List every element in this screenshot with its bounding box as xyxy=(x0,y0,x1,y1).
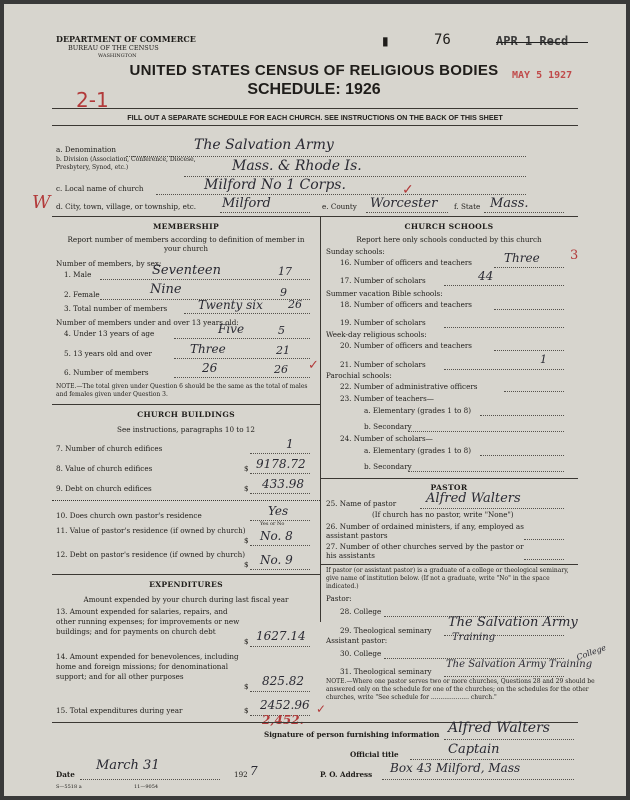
q5-label: 5. 13 years old and over xyxy=(64,349,152,358)
state-label: f. State xyxy=(454,202,481,211)
department-label: DEPARTMENT OF COMMERCE xyxy=(56,34,196,44)
q14-label: 14. Amount expended for benevolences, including home and foreign missions; for denominational support; and for all other purposes xyxy=(56,652,239,681)
received-stamp: APR 1 Recd xyxy=(496,34,569,48)
q6-number: 26 xyxy=(274,363,288,376)
q4-number: 5 xyxy=(278,324,285,337)
division-value: Mass. & Rhode Is. xyxy=(232,158,362,174)
q1-label: 1. Male xyxy=(64,270,92,279)
dollar-sign: $ xyxy=(244,682,249,691)
stapler-icon: ▮ xyxy=(382,34,389,48)
q26-label: 26. Number of ordained ministers, if any, employed as assistant pastors xyxy=(326,522,524,540)
q2-label: 2. Female xyxy=(64,290,100,299)
dollar-sign: $ xyxy=(244,484,249,493)
bureau-label: BUREAU OF THE CENSUS xyxy=(68,44,159,52)
buildings-sub: See instructions, paragraphs 10 to 12 xyxy=(117,425,255,434)
q13-label: 13. Amount expended for salaries, repairs, and other running expenses; for improvements or new buildings; and for payments on church debt xyxy=(56,607,240,636)
q16-value: Three xyxy=(504,251,540,265)
q11-value: No. 8 xyxy=(260,529,293,543)
schools-sub: Report here only schools conducted by this church xyxy=(356,235,542,244)
po-address-value: Box 43 Milford, Mass xyxy=(390,761,521,775)
form-code: S—5518 a xyxy=(56,784,82,790)
q15-value: 2452.96 xyxy=(260,698,310,712)
denomination-label: a. Denomination xyxy=(56,145,116,154)
q22-label: 22. Number of administrative officers xyxy=(340,382,478,391)
schools-title: CHURCH SCHOOLS xyxy=(404,222,494,231)
pastor-note: NOTE.—Where one pastor serves two or more churches, Questions 28 and 29 should be answered only on the schedule for one of the churches; on the schedules for the other churches, write "See schedule for .................... church." xyxy=(326,678,595,701)
q10-value: Yes xyxy=(268,504,289,518)
q23b-label: b. Secondary xyxy=(364,422,412,431)
census-schedule-sheet xyxy=(4,4,626,796)
q15-label: 15. Total expenditures during year xyxy=(56,706,183,715)
q25-label: 25. Name of pastor xyxy=(326,499,397,508)
q4-words: Five xyxy=(218,322,245,336)
q29-label: 29. Theological seminary xyxy=(340,626,432,635)
year-hand: 7 xyxy=(250,764,258,778)
q7-value: 1 xyxy=(286,437,294,451)
q2-words: Nine xyxy=(150,282,182,297)
county-value: Worcester xyxy=(370,196,438,211)
po-address-label: P. O. Address xyxy=(320,770,373,779)
membership-note: NOTE.—The total given under Question 6 should be the same as the total of males and females given under Question 3. xyxy=(56,383,308,398)
q25-value: Alfred Walters xyxy=(426,491,521,506)
q2-number: 9 xyxy=(280,286,287,299)
city-value: Milford xyxy=(222,196,271,211)
check-icon: ✓ xyxy=(308,358,319,373)
official-title-value: Captain xyxy=(448,742,500,757)
q7-label: 7. Number of church edifices xyxy=(56,444,163,453)
signature-value: Alfred Walters xyxy=(448,720,550,736)
dollar-sign: $ xyxy=(244,536,249,545)
q8-value: 9178.72 xyxy=(256,457,306,471)
buildings-title: CHURCH BUILDINGS xyxy=(137,410,235,419)
q14-value: 825.82 xyxy=(262,674,304,688)
q17-value: 44 xyxy=(478,269,494,283)
q31-label: 31. Theological seminary xyxy=(340,667,432,676)
q31-extra: College xyxy=(575,643,608,662)
q10-label: 10. Does church own pastor's residence xyxy=(56,511,202,520)
city-label: WASHINGTON xyxy=(98,53,137,59)
summer-label: Summer vacation Bible schools: xyxy=(326,289,443,298)
side-mark: W xyxy=(32,192,51,213)
q29-value: The Salvation Army xyxy=(448,615,578,630)
check-icon: ✓ xyxy=(402,182,414,198)
q9-value: 433.98 xyxy=(262,477,304,491)
date-value: March 31 xyxy=(96,758,160,773)
parochial-label: Parochial schools: xyxy=(326,371,392,380)
q3-label: 3. Total number of members xyxy=(64,304,168,313)
q19-label: 19. Number of scholars xyxy=(340,318,426,327)
division-label: b. Division (Association, Conference, Diocese, Presbytery, Synod, etc.) xyxy=(56,156,196,171)
q3-number: 26 xyxy=(288,298,302,311)
q6-words: 26 xyxy=(202,361,218,375)
q24b-label: b. Secondary xyxy=(364,462,412,471)
dollar-sign: $ xyxy=(244,706,249,715)
membership-intro: Report number of members according to definition of member in your church xyxy=(67,235,305,253)
instruction-line: FILL OUT A SEPARATE SCHEDULE FOR EACH CHURCH. SEE INSTRUCTIONS ON THE BACK OF THIS SHEET xyxy=(127,113,503,122)
q1-words: Seventeen xyxy=(152,263,221,278)
q12-value: No. 9 xyxy=(260,553,293,567)
q4-label: 4. Under 13 years of age xyxy=(64,329,155,338)
sunday-label: Sunday schools: xyxy=(326,247,385,256)
by-sex-label: Number of members, by sex: xyxy=(56,259,162,268)
q1-number: 17 xyxy=(278,265,292,278)
print-code: 11—9054 xyxy=(134,784,159,790)
date-label: Date xyxy=(56,770,75,779)
weekday-label: Week-day religious schools: xyxy=(326,330,427,339)
state-value: Mass. xyxy=(490,196,529,211)
pastor-sub-label: Pastor: xyxy=(326,594,352,603)
q23a-label: a. Elementary (grades 1 to 8) xyxy=(364,406,471,415)
assistant-label: Assistant pastor: xyxy=(326,636,388,645)
margin-mark: 2-1 xyxy=(76,88,109,112)
expenditures-sub: Amount expended by your church during last fiscal year xyxy=(83,595,289,604)
signature-label: Signature of person furnishing information xyxy=(264,730,440,739)
q11-label: 11. Value of pastor's residence (if owned by church) xyxy=(56,526,246,535)
q15-red-total: 2,452. xyxy=(262,713,304,727)
year-prefix: 192 xyxy=(234,770,248,779)
q9-label: 9. Debt on church edifices xyxy=(56,484,152,493)
q13-value: 1627.14 xyxy=(256,629,306,643)
local-name-value: Milford No 1 Corps. xyxy=(204,177,346,193)
q12-label: 12. Debt on pastor's residence (if owned by church) xyxy=(56,550,246,559)
dollar-sign: $ xyxy=(244,637,249,646)
q24a-label: a. Elementary (grades 1 to 8) xyxy=(364,446,471,455)
q28-label: 28. College xyxy=(340,607,382,616)
q31-value: The Salvation Army Training xyxy=(446,659,593,670)
local-name-label: c. Local name of church xyxy=(56,184,144,193)
q27-label: 27. Number of other churches served by the pastor or his assistants xyxy=(326,542,524,560)
q21-label: 21. Number of scholars xyxy=(340,360,426,369)
q17-label: 17. Number of scholars xyxy=(340,276,426,285)
dollar-sign: $ xyxy=(244,464,249,473)
schedule-title: SCHEDULE: 1926 xyxy=(247,81,381,98)
q29-extra: Training xyxy=(452,632,496,643)
q24-label: 24. Number of scholars— xyxy=(340,434,433,443)
q16-red-number: 3 xyxy=(570,248,579,263)
membership-title: MEMBERSHIP xyxy=(152,222,220,231)
q20-label: 20. Number of officers and teachers xyxy=(340,341,472,350)
q10-hint: Yes or No xyxy=(260,521,285,527)
q30-label: 30. College xyxy=(340,649,382,658)
college-intro: If pastor (or assistant pastor) is a graduate of a college or theological seminary, give name of institution below. (If not a graduate, write "No" in the space indicated.) xyxy=(326,567,569,590)
q16-label: 16. Number of officers and teachers xyxy=(340,258,472,267)
q5-number: 21 xyxy=(276,344,290,357)
check-icon: ✓ xyxy=(316,702,327,716)
denomination-value: The Salvation Army xyxy=(194,137,334,153)
q8-label: 8. Value of church edifices xyxy=(56,464,153,473)
city-field-label: d. City, town, village, or township, etc. xyxy=(56,202,197,211)
q18-label: 18. Number of officers and teachers xyxy=(340,300,472,309)
q5-words: Three xyxy=(190,342,226,356)
q6-label: 6. Number of members xyxy=(64,368,149,377)
form-title: UNITED STATES CENSUS OF RELIGIOUS BODIES xyxy=(129,62,499,79)
q3-words: Twenty six xyxy=(198,298,263,312)
q25-hint: (If church has no pastor, write "None") xyxy=(372,510,514,519)
pastor-title: PASTOR xyxy=(430,483,468,492)
age-intro: Number of members under and over 13 years old: xyxy=(56,318,239,327)
q21-value: 1 xyxy=(540,353,547,366)
form-number: 76 xyxy=(434,32,451,48)
dollar-sign: $ xyxy=(244,560,249,569)
date-stamp: MAY 5 1927 xyxy=(512,70,573,81)
county-label: e. County xyxy=(322,202,357,211)
official-title-label: Official title xyxy=(350,750,399,759)
q23-label: 23. Number of teachers— xyxy=(340,394,434,403)
expenditures-title: EXPENDITURES xyxy=(149,580,223,589)
